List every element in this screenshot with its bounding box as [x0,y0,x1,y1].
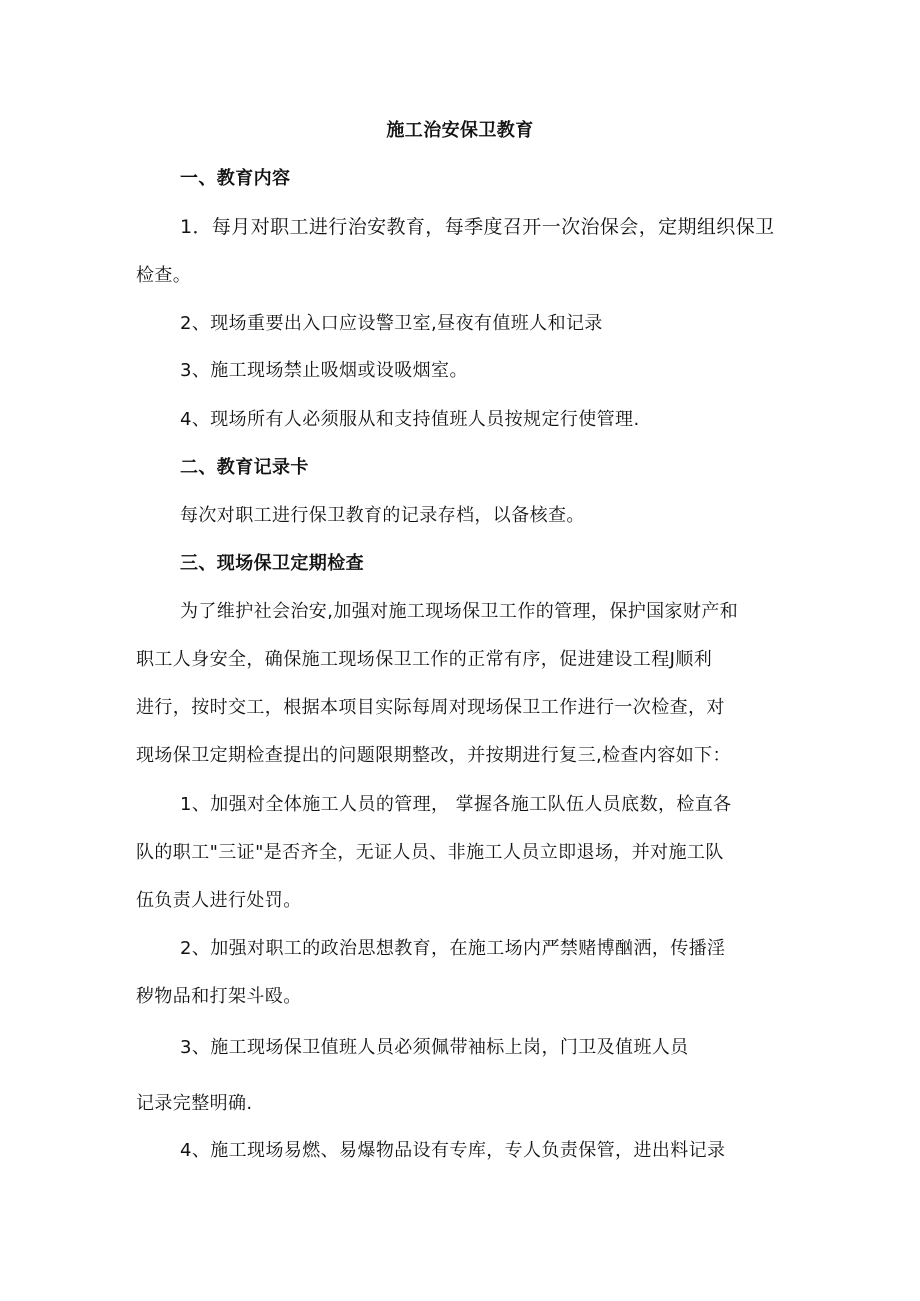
section3-intro-line3: 进行，按时交工，根据本项目实际每周对现场保卫工作进行一次检查，对 [136,697,725,718]
section-heading-education-content: 一、教育内容 [180,168,291,189]
section3-item4-line1: 4、施工现场易燃、易爆物品设有专库，专人负责保管，进出料记录 [180,1140,726,1161]
section3-item3-line2: 记录完整明确. [136,1093,253,1114]
section3-item1-line1: 1、加强对全体施工人员的管理， 掌握各施工队伍人员底数，检直各 [180,794,732,815]
section3-intro-line4: 现场保卫定期检查提出的问题限期整改，并按期进行复三,检查内容如下： [136,745,731,766]
section-heading-site-security-inspection: 三、现场保卫定期检查 [180,553,364,574]
section3-item1-line3: 伍负责人进行处罚。 [136,890,302,911]
section2-text: 每次对职工进行保卫教育的记录存档，以备核查。 [180,505,585,526]
section-heading-education-record-card: 二、教育记录卡 [180,457,309,478]
section1-item3: 3、施工现场禁止吸烟或设吸烟室。 [180,360,468,381]
document-title: 施工治安保卫教育 [386,120,534,141]
section3-item2-line1: 2、加强对职工的政治思想教育，在施工场内严禁赌博酗洒，传播淫 [180,938,726,959]
section3-intro-line1: 为了维护社会治安,加强对施工现场保卫工作的管理，保护国家财产和 [180,601,739,622]
section3-item1-line2: 队的职工"三证"是否齐全，无证人员、非施工人员立即退场，并对施工队 [136,842,724,863]
section3-item2-line2: 秽物品和打架斗殴。 [136,986,302,1007]
section3-item3-line1: 3、施工现场保卫值班人员必须佩带袖标上岗，门卫及值班人员 [180,1037,689,1058]
section3-intro-line2: 职工人身安全，确保施工现场保卫工作的正常有序，促进建设工程J顺利 [136,649,713,670]
section1-item1-line2: 检查。 [136,265,192,286]
section1-item4: 4、现场所有人必须服从和支持值班人员按规定行使管理. [180,409,640,430]
section1-item1-line1: 1．每月对职工进行治安教育，每季度召开一次治保会，定期组织保卫 [180,216,775,238]
section1-item2: 2、现场重要出入口应设警卫室,昼夜有值班人和记录 [180,313,603,334]
